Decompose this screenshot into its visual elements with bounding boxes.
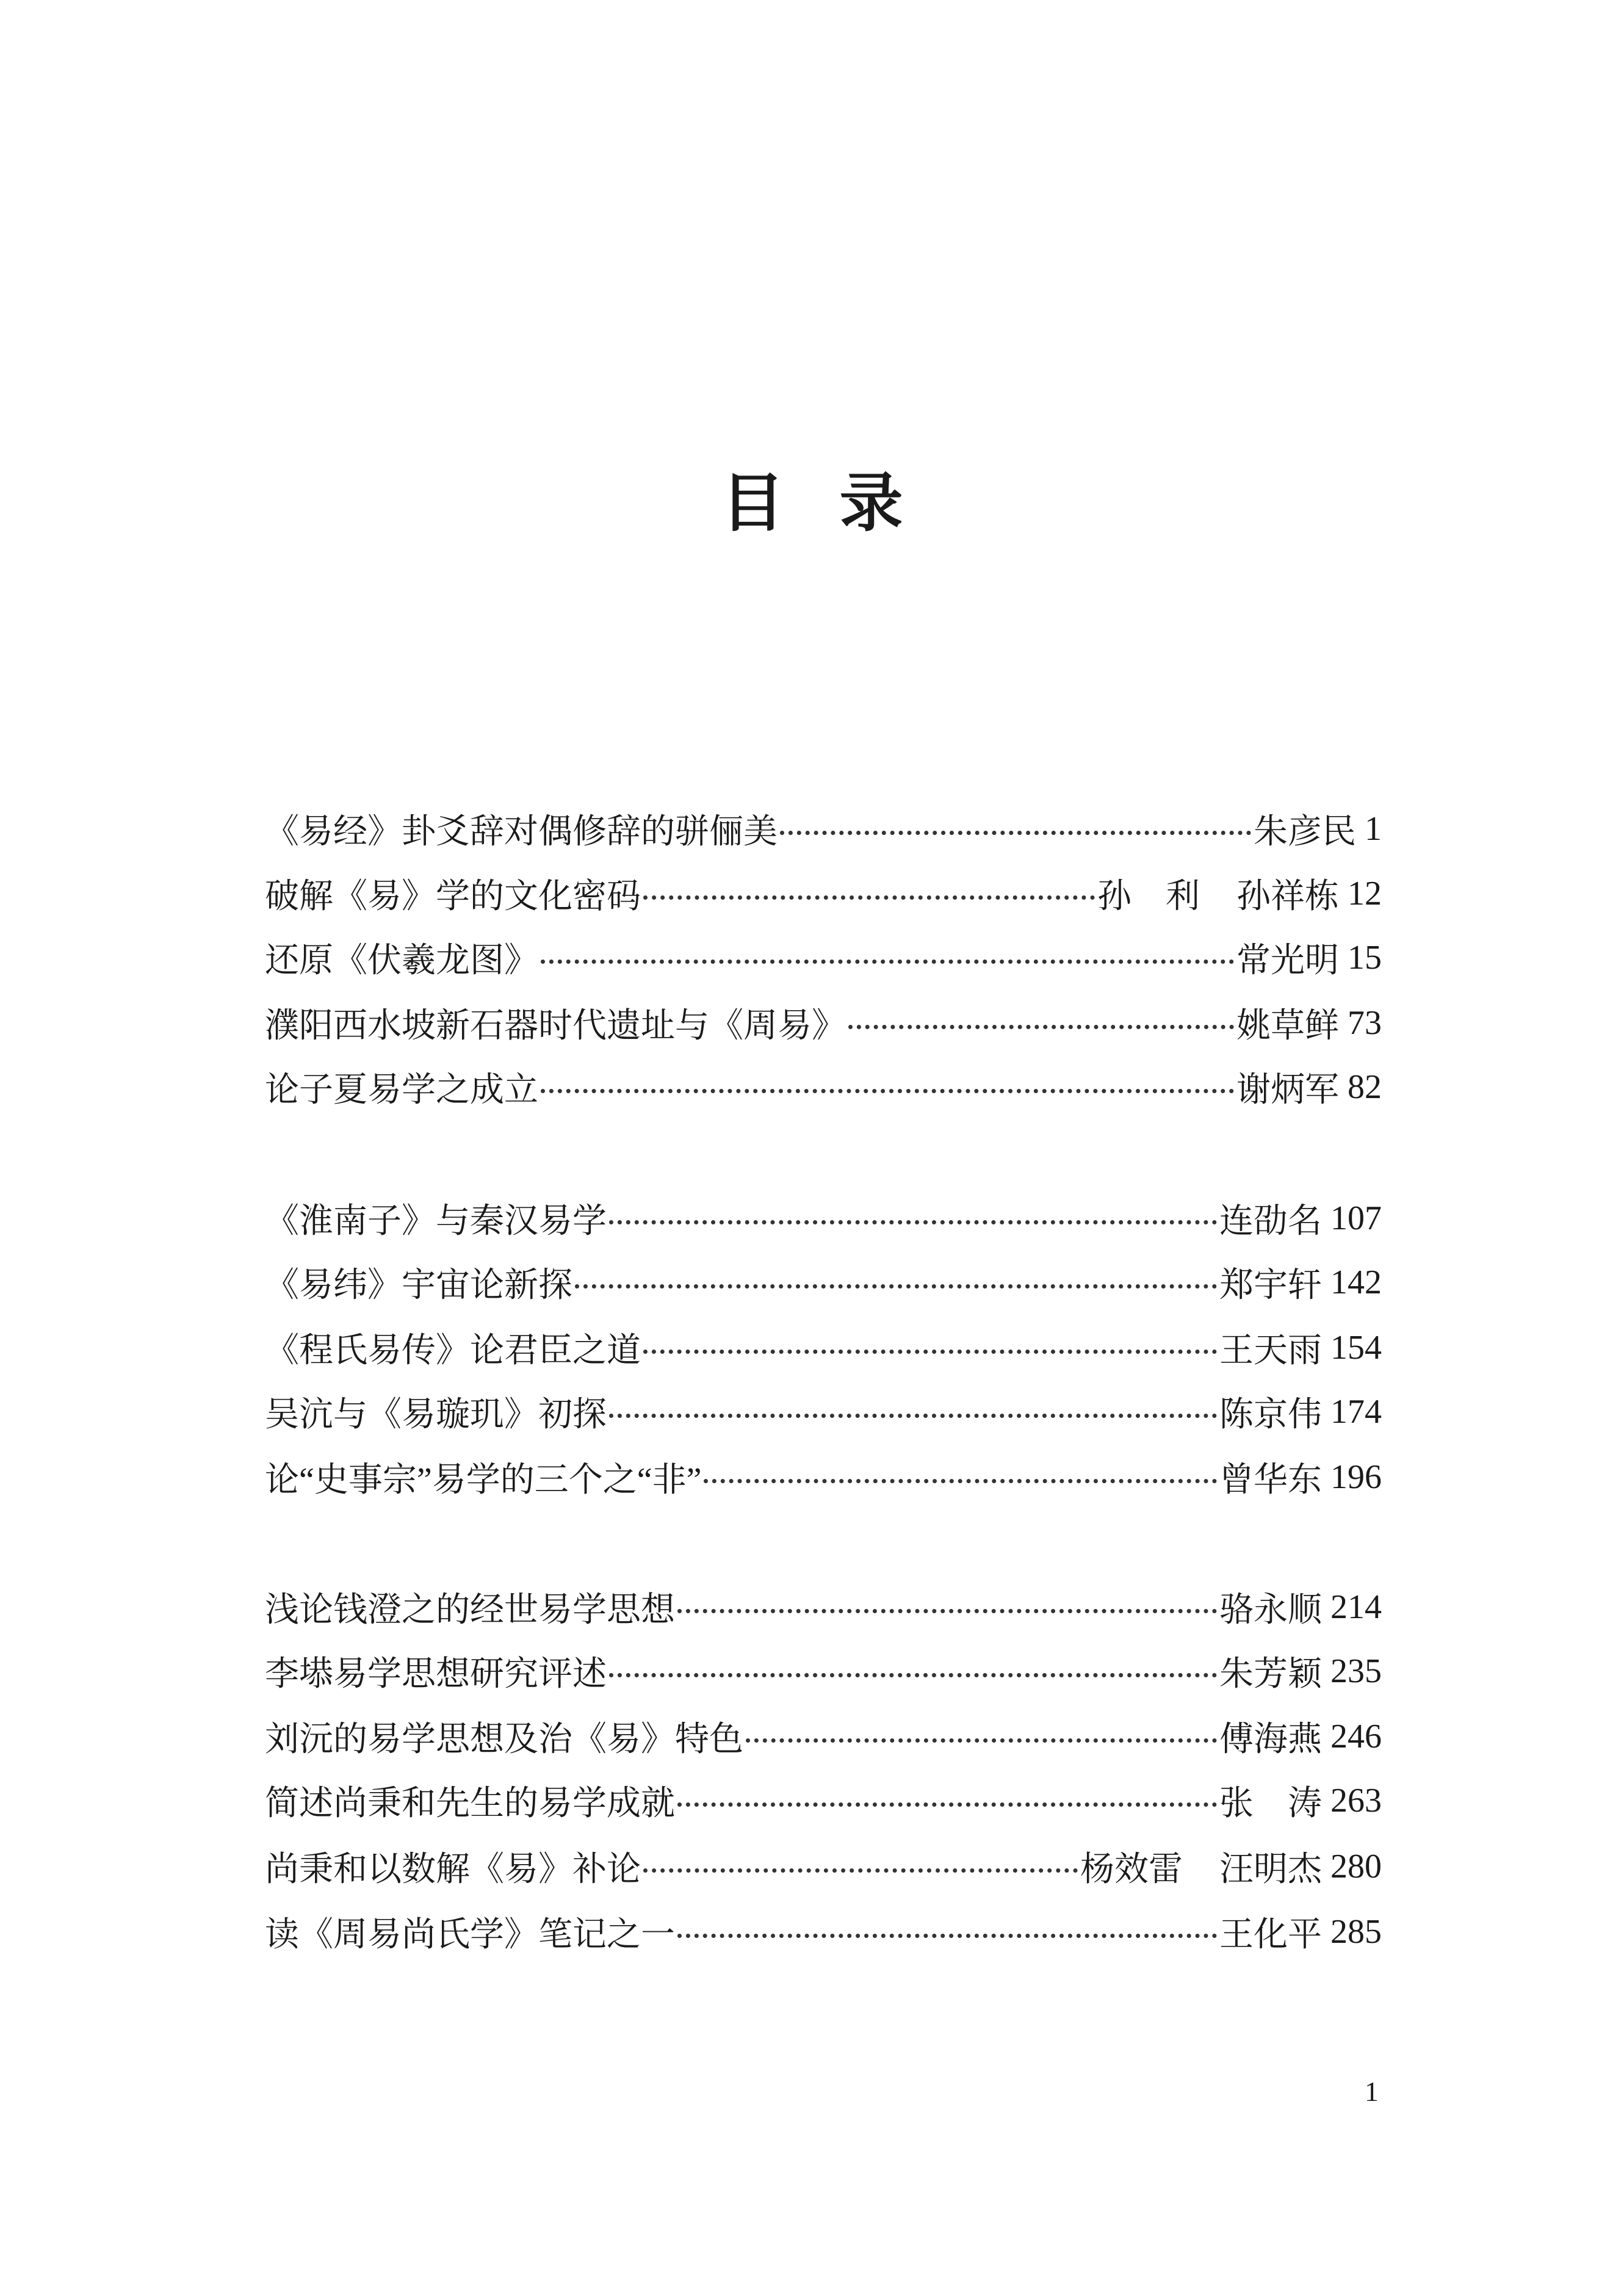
dot-leader: [575, 1284, 1217, 1289]
toc-entry[interactable]: [265, 1194, 1382, 1243]
toc-entry[interactable]: [265, 804, 1382, 853]
entry-page: 246: [1330, 1718, 1382, 1755]
entry-authors: [1254, 804, 1356, 853]
dot-leader: [609, 1220, 1217, 1224]
entry-authors: [1219, 1907, 1322, 1956]
dot-leader: [780, 831, 1251, 835]
entry-title: 读《周易尚氏学》笔记之一: [265, 1916, 675, 1954]
toc-entry[interactable]: [265, 1387, 1382, 1436]
toc-entry[interactable]: [265, 1258, 1382, 1307]
author: 杨效雷: [1080, 1851, 1183, 1889]
entry-title: 论“史事宗”易学的三个之“非”: [265, 1461, 702, 1499]
dot-leader: [609, 1414, 1217, 1418]
dot-leader: [541, 1089, 1234, 1093]
author: 谢炳军: [1236, 1071, 1339, 1109]
author: 陈京伟: [1219, 1396, 1322, 1434]
author: 张 涛: [1219, 1785, 1322, 1823]
toc-entry[interactable]: [265, 933, 1382, 982]
entry-title: 浅论钱澄之的经世易学思想: [265, 1591, 675, 1629]
entry-authors: [1219, 1194, 1322, 1243]
dot-leader: [677, 1934, 1217, 1938]
entry-title: 《易经》卦爻辞对偶修辞的骈俪美: [265, 813, 778, 851]
dot-leader: [643, 1868, 1078, 1873]
entry-title: 李塨易学思想研究评述: [265, 1655, 607, 1693]
entry-authors: [1236, 999, 1339, 1047]
entry-authors: [1219, 1453, 1322, 1502]
dot-leader: [848, 1025, 1234, 1029]
entry-title: 刘沅的易学思想及治《易》特色: [265, 1721, 743, 1759]
entry-title: 破解《易》学的文化密码: [265, 878, 641, 916]
author: 傅海燕: [1219, 1721, 1322, 1759]
dot-leader: [746, 1738, 1217, 1743]
entry-page: 196: [1330, 1458, 1382, 1496]
author: 连劭名: [1219, 1202, 1322, 1240]
dot-leader: [677, 1609, 1217, 1613]
toc-entry[interactable]: [265, 1907, 1382, 1956]
toc-entry[interactable]: [265, 1453, 1382, 1502]
toc-entry[interactable]: [265, 1323, 1382, 1372]
entry-title: 还原《伏羲龙图》: [265, 942, 538, 980]
toc-entry[interactable]: [265, 1776, 1382, 1825]
toc-entry[interactable]: [265, 1647, 1382, 1696]
entry-page: 235: [1330, 1652, 1382, 1690]
toc-entry[interactable]: [265, 869, 1382, 918]
author: 朱彦民: [1254, 813, 1356, 851]
entry-authors: [1219, 1387, 1322, 1436]
entry-page: 82: [1348, 1068, 1382, 1106]
dot-leader: [677, 1802, 1217, 1807]
author: 曾华东: [1219, 1461, 1322, 1499]
entry-page: 15: [1348, 939, 1382, 977]
author: 郑宇轩: [1219, 1267, 1322, 1304]
dot-leader: [541, 960, 1234, 964]
author: 孙 利: [1097, 878, 1200, 916]
entry-authors: [1219, 1583, 1322, 1632]
entry-page: 280: [1330, 1848, 1382, 1885]
entry-authors: [1219, 1712, 1322, 1761]
entry-page: 174: [1330, 1393, 1382, 1431]
toc-entry[interactable]: [265, 1583, 1382, 1632]
entry-authors: [1236, 1063, 1339, 1112]
toc-entry[interactable]: [265, 999, 1382, 1047]
dot-leader: [643, 895, 1095, 900]
entry-title: 《淮南子》与秦汉易学: [265, 1202, 607, 1240]
entry-title: 《程氏易传》论君臣之道: [265, 1332, 641, 1370]
author: 汪明杰: [1219, 1851, 1322, 1889]
author: 姚草鲜: [1236, 1007, 1339, 1045]
dot-leader: [704, 1479, 1217, 1483]
dot-leader: [609, 1673, 1217, 1677]
entry-title: 濮阳西水坡新石器时代遗址与《周易》: [265, 1007, 846, 1045]
entry-page: 142: [1330, 1263, 1382, 1301]
entry-authors: [1236, 933, 1339, 982]
page-title: 目录: [721, 469, 958, 539]
author: 孙祥栋: [1236, 878, 1339, 916]
entry-page: 214: [1330, 1588, 1382, 1626]
entry-title: 论子夏易学之成立: [265, 1071, 538, 1109]
toc-entry[interactable]: [265, 1842, 1382, 1891]
entry-page: 154: [1330, 1329, 1382, 1367]
entry-page: 107: [1330, 1199, 1382, 1237]
entry-authors: [1080, 1842, 1322, 1891]
entry-authors: [1097, 869, 1339, 918]
toc-entry[interactable]: [265, 1063, 1382, 1112]
entry-title: 《易纬》宇宙论新探: [265, 1267, 572, 1304]
author: 朱芳颖: [1219, 1655, 1322, 1693]
entry-page: 12: [1348, 875, 1382, 913]
dot-leader: [643, 1350, 1217, 1354]
page-number: 1: [1365, 2076, 1379, 2107]
entry-authors: [1219, 1776, 1322, 1825]
entry-authors: [1219, 1647, 1322, 1696]
toc-entry[interactable]: [265, 1712, 1382, 1761]
entry-title: 尚秉和以数解《易》补论: [265, 1851, 641, 1889]
entry-page: 263: [1330, 1782, 1382, 1820]
author: 王化平: [1219, 1916, 1322, 1954]
author: 王天雨: [1219, 1332, 1322, 1370]
entry-page: 285: [1330, 1913, 1382, 1951]
entry-authors: [1219, 1258, 1322, 1307]
entry-title: 简述尚秉和先生的易学成就: [265, 1785, 675, 1823]
entry-authors: [1219, 1323, 1322, 1372]
entry-title: 吴沆与《易璇玑》初探: [265, 1396, 607, 1434]
entry-page: 1: [1365, 810, 1382, 848]
entry-page: 73: [1348, 1004, 1382, 1042]
author: 常光明: [1236, 942, 1339, 980]
author: 骆永顺: [1219, 1591, 1322, 1629]
